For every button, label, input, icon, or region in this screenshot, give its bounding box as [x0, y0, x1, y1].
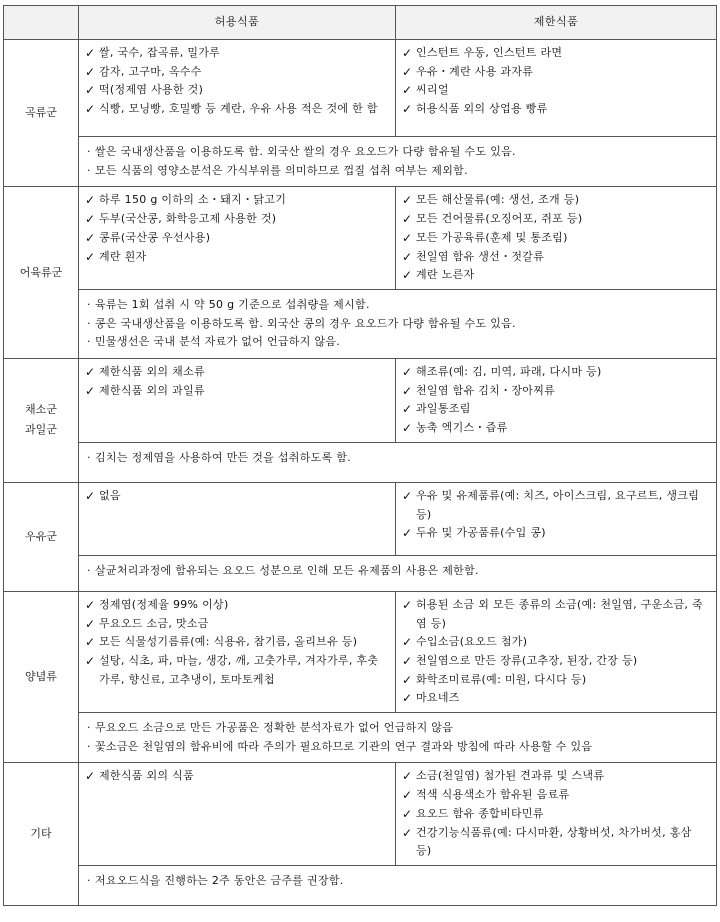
note-line — [87, 162, 708, 181]
allowed-food-item: 쌀, 국수, 잡곡류, 밀가루 — [99, 46, 221, 59]
note-text: 콩은 국내생산품을 이용하도록 함. 외국산 콩의 경우 요오드가 다량 함유될 수도 있음. — [95, 316, 516, 330]
check-icon: ✓ — [85, 212, 96, 227]
bullet-icon: · — [87, 163, 91, 177]
check-icon: ✓ — [85, 653, 96, 668]
bullet-icon: · — [87, 721, 91, 735]
category-cell — [4, 359, 79, 483]
restricted-food-item: 천일염 함유 김치・장아찌류 — [416, 383, 556, 397]
category-label: 우유군 — [25, 529, 57, 543]
restricted-food-item: 모든 해산물류(예: 생선, 조개 등) — [416, 193, 580, 207]
bullet-icon: · — [87, 739, 91, 753]
list-item — [85, 382, 389, 401]
check-icon: ✓ — [85, 193, 96, 208]
allowed-food-item: 제한식품 외의 과일류 — [99, 383, 205, 397]
restricted-foods-cell — [396, 591, 717, 712]
allowed-foods-cell — [79, 482, 396, 555]
list-item — [402, 363, 710, 382]
note-row — [4, 555, 717, 591]
restricted-foods-cell — [396, 359, 717, 443]
note-line — [87, 333, 708, 352]
header-row — [4, 6, 717, 40]
check-icon: ✓ — [85, 488, 96, 503]
allowed-foods-cell — [79, 359, 396, 443]
list-item — [85, 248, 389, 267]
restricted-foods-cell — [396, 187, 717, 290]
restricted-food-item: 천일염 함유 생선・젓갈류 — [416, 249, 545, 263]
list-item — [85, 229, 389, 248]
check-icon: ✓ — [402, 769, 413, 784]
check-icon: ✓ — [402, 83, 413, 98]
note-text: 무요오드 소금으로 만든 가공품은 정확한 분석자료가 없어 언급하지 않음 — [95, 721, 454, 735]
restricted-food-item: 소금(천일염) 첨가된 견과류 및 스낵류 — [416, 769, 605, 783]
category-cell — [4, 40, 79, 187]
notes-cell — [79, 713, 717, 763]
category-cell — [4, 482, 79, 591]
note-line — [87, 738, 708, 757]
allowed-foods-cell — [79, 187, 396, 290]
list-item — [85, 363, 389, 382]
restricted-food-item: 우유・계란 사용 과자류 — [416, 64, 534, 78]
allowed-food-item: 감자, 고구마, 옥수수 — [99, 64, 202, 78]
section-row — [4, 482, 717, 555]
allowed-food-item: 정제염(정제율 99% 이상) — [99, 597, 229, 611]
check-icon: ✓ — [402, 249, 413, 264]
restricted-foods-cell — [396, 40, 717, 137]
note-line — [87, 562, 708, 581]
category-label: 기타 — [30, 827, 52, 841]
restricted-food-item: 모든 가공육류(훈제 및 통조림) — [416, 230, 568, 244]
section-row — [4, 359, 717, 443]
notes-cell — [79, 442, 717, 482]
list-item — [85, 652, 389, 689]
check-icon: ✓ — [402, 806, 413, 821]
note-text: 육류는 1회 섭취 시 약 50 g 기준으로 섭취량을 제시함. — [95, 297, 370, 311]
bullet-icon: · — [87, 873, 91, 887]
list-item — [402, 229, 710, 248]
list-item — [402, 596, 710, 633]
bullet-icon: · — [87, 563, 91, 577]
note-text: 살균처리과정에 함유되는 요오드 성분으로 인해 모든 유제품의 사용은 제한함. — [95, 563, 479, 577]
bullet-icon: · — [87, 450, 91, 464]
check-icon: ✓ — [85, 46, 96, 60]
check-icon: ✓ — [85, 597, 96, 612]
list-item — [85, 44, 389, 63]
restricted-food-item: 마요네즈 — [416, 691, 460, 705]
notes-cell — [79, 137, 717, 187]
restricted-food-item: 모든 건어물류(오징어포, 쥐포 등) — [416, 212, 583, 226]
list-item — [402, 805, 710, 824]
check-icon: ✓ — [402, 102, 413, 117]
note-line — [87, 296, 708, 315]
check-icon: ✓ — [85, 249, 96, 264]
check-icon: ✓ — [402, 526, 413, 541]
category-cell — [4, 763, 79, 906]
header-category — [4, 6, 79, 40]
check-icon: ✓ — [85, 230, 96, 245]
check-icon: ✓ — [402, 421, 413, 436]
bullet-icon: · — [87, 335, 91, 349]
list-item — [85, 596, 389, 615]
note-text: 꽃소금은 천일염의 함유비에 따라 주의가 필요하므로 기관의 연구 결과와 방침에 따라 사용할 수 있음 — [95, 739, 593, 753]
notes-cell — [79, 865, 717, 905]
restricted-foods-cell — [396, 482, 717, 555]
list-item — [85, 633, 389, 652]
category-label: 양념류 — [25, 670, 57, 684]
list-item — [402, 487, 710, 524]
list-item — [85, 81, 389, 100]
list-item — [402, 524, 710, 543]
allowed-foods-cell — [79, 40, 396, 137]
section-row — [4, 187, 717, 290]
category-label: 곡류군 — [25, 106, 57, 120]
bullet-icon: · — [87, 297, 91, 311]
list-item — [85, 615, 389, 634]
header-allowed-foods: 허용식품 — [79, 6, 396, 40]
check-icon: ✓ — [402, 268, 413, 283]
list-item — [85, 100, 389, 119]
allowed-food-item: 무요오드 소금, 맛소금 — [99, 616, 209, 630]
list-item — [85, 191, 389, 210]
list-item — [402, 44, 710, 63]
list-item — [85, 210, 389, 229]
restricted-food-item: 과일통조림 — [416, 402, 471, 416]
restricted-food-item: 허용된 소금 외 모든 종류의 소금(예: 천일염, 구운소금, 죽염 등) — [416, 597, 703, 630]
header-restricted-foods: 제한식품 — [396, 6, 717, 40]
check-icon: ✓ — [402, 788, 413, 803]
check-icon: ✓ — [402, 488, 413, 503]
check-icon: ✓ — [402, 672, 413, 687]
list-item — [402, 400, 710, 419]
note-line — [87, 143, 708, 162]
check-icon: ✓ — [85, 769, 96, 784]
list-item — [402, 824, 710, 861]
restricted-food-item: 씨리얼 — [416, 83, 449, 97]
list-item — [402, 81, 710, 100]
low-iodine-diet-table — [3, 5, 717, 906]
allowed-food-item: 설탕, 식초, 파, 마늘, 생강, 깨, 고춧가루, 겨자가루, 후춧가루, 향신료, 고추냉이, 토마토케첩 — [99, 653, 379, 686]
restricted-food-item: 건강기능식품류(예: 다시마환, 상황버섯, 차가버섯, 홍삼 등) — [416, 825, 692, 858]
category-cell — [4, 187, 79, 359]
note-row — [4, 137, 717, 187]
check-icon: ✓ — [402, 402, 413, 417]
restricted-food-item: 화학조미료류(예: 미원, 다시다 등) — [416, 672, 587, 686]
list-item — [402, 191, 710, 210]
check-icon: ✓ — [402, 383, 413, 398]
section-row — [4, 591, 717, 712]
check-icon: ✓ — [402, 230, 413, 245]
list-item — [402, 652, 710, 671]
restricted-food-item: 우유 및 유제품류(예: 치즈, 아이스크림, 요구르트, 생크림 등) — [416, 488, 700, 521]
list-item — [402, 767, 710, 786]
notes-cell — [79, 555, 717, 591]
section-row — [4, 763, 717, 866]
check-icon: ✓ — [402, 597, 413, 612]
list-item — [85, 767, 389, 786]
restricted-food-item: 농축 엑기스・즙류 — [416, 421, 508, 435]
note-text: 모든 식품의 영양소분석은 가식부위를 의미하므로 껍질 섭취 여부는 제외함. — [95, 163, 468, 177]
restricted-food-item: 적색 식용색소가 함유된 음료류 — [416, 788, 570, 802]
category-label: 어육류군 — [19, 265, 63, 279]
restricted-food-item: 요오드 함유 종합비타민류 — [416, 806, 544, 820]
check-icon: ✓ — [402, 46, 413, 60]
restricted-foods-cell — [396, 763, 717, 866]
category-cell — [4, 591, 79, 763]
check-icon: ✓ — [402, 365, 413, 380]
allowed-food-item: 콩류(국산콩 우선사용) — [99, 230, 211, 244]
list-item — [402, 671, 710, 690]
check-icon: ✓ — [85, 616, 96, 631]
note-text: 김치는 정제염을 사용하여 만든 것을 섭취하도록 함. — [95, 450, 352, 464]
check-icon: ✓ — [85, 102, 96, 117]
bullet-icon: · — [87, 316, 91, 330]
check-icon: ✓ — [402, 653, 413, 668]
list-item — [402, 382, 710, 401]
list-item — [85, 63, 389, 82]
check-icon: ✓ — [85, 64, 96, 79]
allowed-foods-cell — [79, 591, 396, 712]
allowed-food-item: 제한식품 외의 식품 — [99, 769, 195, 783]
restricted-food-item: 계란 노른자 — [416, 268, 475, 282]
check-icon: ✓ — [85, 83, 96, 98]
allowed-food-item: 모든 식물성기름류(예: 식용유, 참기름, 올리브유 등) — [99, 635, 358, 649]
check-icon: ✓ — [85, 635, 96, 650]
allowed-food-item: 식빵, 모닝빵, 호밀빵 등 계란, 우유 사용 적은 것에 한 함 — [99, 102, 378, 116]
allowed-food-item: 하루 150 g 이하의 소・돼지・닭고기 — [99, 193, 287, 207]
list-item — [402, 63, 710, 82]
check-icon: ✓ — [85, 383, 96, 398]
allowed-food-item: 제한식품 외의 채소류 — [99, 365, 205, 379]
check-icon: ✓ — [402, 825, 413, 840]
list-item — [85, 487, 389, 506]
allowed-food-item: 계란 흰자 — [99, 249, 147, 263]
list-item — [402, 210, 710, 229]
note-line — [87, 449, 708, 468]
category-label: 채소군 과일군 — [25, 403, 57, 437]
note-line — [87, 315, 708, 334]
allowed-food-item: 없음 — [99, 488, 121, 502]
section-row — [4, 40, 717, 137]
check-icon: ✓ — [402, 212, 413, 227]
allowed-foods-cell — [79, 763, 396, 866]
check-icon: ✓ — [402, 64, 413, 79]
note-row — [4, 713, 717, 763]
note-line — [87, 872, 708, 891]
note-row — [4, 289, 717, 358]
list-item — [402, 689, 710, 708]
check-icon: ✓ — [85, 365, 96, 380]
notes-cell — [79, 289, 717, 358]
list-item — [402, 419, 710, 438]
note-row — [4, 865, 717, 905]
allowed-food-item: 두부(국산콩, 화학응고제 사용한 것) — [99, 212, 277, 226]
note-text: 저요오드식을 진행하는 2주 동안은 금주를 권장함. — [95, 873, 344, 887]
list-item — [402, 248, 710, 267]
check-icon: ✓ — [402, 193, 413, 208]
note-text: 민물생선은 국내 분석 자료가 없어 언급하지 않음. — [95, 335, 341, 349]
list-item — [402, 100, 710, 119]
restricted-food-item: 허용식품 외의 상업용 빵류 — [416, 102, 548, 116]
note-text: 쌀은 국내생산품을 이용하도록 함. 외국산 쌀의 경우 요오드가 다량 함유될 수도 있음. — [95, 145, 516, 158]
restricted-food-item: 수입소금(요오드 첨가) — [416, 635, 528, 649]
list-item — [402, 633, 710, 652]
restricted-food-item: 천일염으로 만든 장류(고추장, 된장, 간장 등) — [416, 653, 638, 667]
note-line — [87, 719, 708, 738]
check-icon: ✓ — [402, 691, 413, 706]
list-item — [402, 266, 710, 285]
list-item — [402, 786, 710, 805]
check-icon: ✓ — [402, 635, 413, 650]
allowed-food-item: 떡(정제염 사용한 것) — [99, 83, 204, 97]
note-row — [4, 442, 717, 482]
restricted-food-item: 인스턴트 우동, 인스턴트 라면 — [416, 46, 563, 59]
restricted-food-item: 두유 및 가공품류(수입 콩) — [416, 526, 546, 540]
bullet-icon: · — [87, 145, 91, 158]
restricted-food-item: 해조류(예: 김, 미역, 파래, 다시마 등) — [416, 365, 602, 379]
